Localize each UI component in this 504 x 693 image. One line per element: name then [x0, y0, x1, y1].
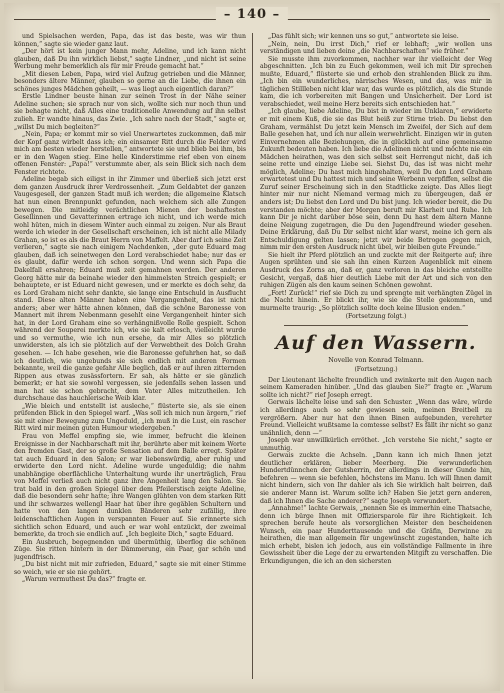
paragraph: Der Lieutenant lächelte freundlich und zwinkerte mit den Augen nach seinem Kameraden hinüber. „Und das glauben Sie?“ fragte er. „Warum sollte ich nicht?“ rief Joseph erregt. — [260, 376, 492, 399]
paragraph: „Annahme!“ lachte Gerwais, „nennen Sie es immerhin eine Thatsache, denn ich bürge Ihnen mit Offiziersparole für ihre Richtigkeit. Ich sprechen berufe heute als vorsorglichen Meister den bescheidenen Wunsch, ein paar Hunderttausende und die Gräfin, Derwinne zu heirathen, die man allgemein für ungewünscht zugestanden, halte ich mich erhebt, bislen ich jedoch, aus ein vollständige Fallmente in ihre Gewissheit über die Lege der zu erwartenden Mitgift zu verschaffen. Die Erkundigungen, die ich an den sichersten — [260, 505, 492, 565]
page-header — [14, 7, 490, 31]
paragraph: Gerwais zuckte die Achseln. „Dann kann ich mich Ihnen jetzt deutlicher erklären, lieber Meerberg. Die verwunderlichen Hundertdünnchen der Gutsherrin, der allerdings in dieser Gunde hin, befehren — wenn sie befehlen, höchstens im Manu. Ich will Ihnen damit nicht hindern, sich von Ihr dahler als ich Sie wirklich halt beirren, daß sie anderer Mann ist. Warum sollte ich? Haben Sie jetzt gern anderen, daß ich Ihnen die Sache anderer?“ sagte Joseph verwundert. — [260, 452, 492, 505]
paragraph: und Spielsachen werden, Papa, das ist das beste, was wir thun können,“ sagte sie wieder ganz laut. — [14, 33, 246, 48]
left-column — [14, 33, 246, 677]
paragraph: „Ich glaube, liebe Adeline, Du bist in wieder im Unklaren,“ erwiderte er mit einem Kuß, die sie das Blut heiß zur Stirne trieb. Du liebst den Graham, vermählst Du jetzt kein Mensch im Zweifel, der Sich auf dem Balle gesehen hat, und ich nur allein werwehrlicht. Einzigen wir in guten Einvernehmen alle Beziehungen, die in glücklich auf eine gemeinsame Zukunft bedeuten haben. Ich liebe die Adelinen nicht und möchte nie ein Mädchen heirathen, was den sich selbst seit Herrengut nicht, daß ich seine rette und einzige Liebe sei. Siehst Du, das ist was nicht mehr möglich, Adeline; Du hast mich hingehalten, weil Du den Lord Graham erwartetest und Du hattest mich und seine Werbenn verpfiffen, selbst die Zuruf seiner Erscheinung sich in den Stadtlicke zeigte. Das Alles liegt hinter mir nur nicht Niemand vermag mich zu übergeugen, daß er anders ist; Du liebst den Lord und Du bist jung. Ich wieder bereit, die Du verstanden möchte; aber der Morgen beruft mir Klarheit und Ruhe. Ich kann Dir je nicht darüber böse sein, denn Du hast dem ältern Manne deine Neigung zugetragen, die Du den Jugendfreund wieder gesehen. Deine Erklärung, daß Du Dir selbst nicht klar warst, meine ich gern als Entschuldigung gelten lassen; jetzt wir beide Betrogen gegen mich, nimm mir den ersten Ausdruck nicht übel, wir bleiben gute Freunde.“ — [260, 108, 492, 252]
right-column — [260, 33, 492, 677]
paragraph: Sie musste ihm zuvorkommen, nachher war ihr vielleicht der Weg abgeschnitten. „Ich bin zu Euch gekommen, weil ich mit Dir sprechen mußte, Eduard,“ flüsterte sie und erhob den strahlenden Blick zu ihm. „Ich bin ein wunderliches, närrisches Wesen, und das, was mir in täglichen Stillleben nicht klar war, das wurde es plötzlich, als die Stunde kam, die ich vorbereiten mit Bangen und Unsicherheit. Der Lord ist verabschiedet, weil meine Herz bereits sich entschieden hat.“ — [260, 55, 492, 108]
paragraph: „Warum vermuthest Du das?“ fragte er. — [22, 576, 147, 584]
paragraph: „Nein, Papa; er kommt mir so viel Unerwartetes zuckommen, daß mir der Kopf ganz wirbelt dass ich; ein einsamer Ritt durch die Felder wird mich am besten wieder herstellen,“ antwortete sie und blieb bei ihm, bis er in den Wagen stieg. Eine helle Kinderstimme rief eben von einem offenen Fenster: „Papa!“ verstummte aber, als sein Blick sich nach dem Fenster richtete. — [14, 131, 246, 176]
paragraph: „Der hört ist kein junger Mann mehr, Adeline, und ich kann nicht glauben, daß Du ihn wirklich liebst,“ sagte Lindner, „und nicht ist seine Werbung mehr bemerklich als für mir Freude gemacht hat.“ — [14, 48, 246, 71]
paragraph: Sie hielt ihr Pferd plötzlich an und zuckte mit der Reitgerte auf; ihre Augen sprühten und sie sah ihn einen Kurzen Augenblick mit einem Ausdruck des Zorns an, daß er, ganz verloren in das bleiche entstellte Gesicht, vergaß, daß hier deutlich Liebe mit der Art und sich von den ruhigen Zügen als den kaum seinen Schönen gewohnt. — [260, 251, 492, 290]
column-divider — [252, 33, 253, 679]
page-number: – 140 – — [216, 7, 288, 22]
paragraph: Joseph war unwillkürlich erröthet. „Ich verstehe Sie nicht,“ sagte er unmuthig. — [260, 437, 492, 452]
paragraph: „Fort! Zurück!“ rief sie Dich zu und sprengte mit verhängten Zügel in die Nacht hinein. Er blickt ihr, wie sie die Stelle gekommen, und murmelte traurig: „So plötzlich sollte doch keine Illusion enden.“ — [260, 289, 492, 312]
paragraph: Gerwais lächelte leise und sah den Schuster. „Wenn das wäre, würde ich allerdings auch so sehr gewiesen sein, meinen Breitbell zu vergrößern. Aber nur hat den ihnen Binen aufgebunden, verehrter Freund. Vielleicht wußtsame la comtesse selbst? Es fällt ihr nicht so ganz unähnlich, denn —“ — [260, 399, 492, 437]
paragraph: „Wie bleich und entstellt ist ausleche,“ flüsterte sie, als sie einen prüfenden Blick in den Spiegel warf. „Was soll ich mich nun ärgern,“ rief sie mit einer Bewegung zum Ungeduld, „ich muß in die Lust, ein rascher Ritt wird mir meinen guten Humour wiedergeben.“ — [14, 402, 246, 433]
paragraph: „Nein, nein, Du irrst Dich,“ rief er lebhaft; „wir wollen uns verständigen und lieben deine „die Nachbarschaften“ wie früher.“ — [260, 40, 492, 56]
story-title: Auf den Wassern. — [275, 331, 477, 354]
paragraph: Frau von Meffel empfing sie, wie immer, befrucht die kleinen Ereignisse in der Nachbarschaft mit ihr, berührte aber mit keinem Worte den fremden Gast, der so große Sensation auf dem Balle erregt. Später tat auch Eduard in den Salon; er war liebenswürdig, aber ruhig und erwiderte den Lord nicht. Adeline wurde ungeduldig; die nahm unabhängige oberflächliche Unterhaltung wurde ihr unerträglich, Frau von Meffel verließ auch nicht ganz ihre Angenheit lang den Salon. Sie trat bald in den großen Spiegel über dem Pfeilerstisch zeigte Adeline, daß die besondern sehr hatte; ihre Wangen glühten von dem starken Ritt und ihr schwarzes wellengl Haar hat über ihre gegäblen Schultern und hatte von den langen dunklen Bänderen sehr zufällig, ihre leidenschaftlichen Augen in verspannten Feuer auf. Sie erinnerte sich sichtlich schon Eduard, und auch er war wohl entzückt, der zweimal bemerkte, da troch sie endlich auf. „Ich begleite Dich,“ sagte Eduard. — [14, 432, 246, 539]
story-author: Novelle von Konrad Telmann. — [328, 355, 424, 364]
story-note: (Fortsetzung.) — [354, 365, 398, 373]
continuation-note: (Fortsetzung folgt.) — [345, 313, 407, 321]
paragraph: „Du bist nicht mit mir zufrieden, Eduard,“ sagte sie mit einer Stimme so weich, wie er sie nie gehört. — [14, 561, 246, 576]
paragraph: „Das fühlt sich; wir kennen uns so gut,“ antwortete sie leise. — [268, 33, 459, 40]
paragraph: Adeline begab sich eiligst in ihr Zimmer und überließ sich jetzt erst dem ganzen Ausdruck ihrer Verdrossenheit. „Zum Geldabtet der ganzen Vaugesgesell, der ganzen Stadt muß ich werden; die allgemeine Klatsch hat nun einen Brennpunkt gefunden, nach welchem sich alle Zungen bewegen. Die mitleidig verächtlichen Mienen der boshaftesten Gesellinnen und Gevatterinnen ertrage ich nicht, und ich werde mich wohl hüten, mich in diesem Winter auch einmal zu zeigen. Nur als Braut werde ich wieder in der Gesellschaft erscheinen, ich ist nicht alle Milady Grahan, so ist es als die Braut Herrn von Maffelt. Aber darf ich seine Zeit verlieren,“ sagte sie nach einigem Nachdenken, „der gute Eduard mag glauben, daß ich seinetwegen den Lord verabschiedet habe; nur das er es glaubt, dafür werde ich schon sorgen. Und wenn sich Papa die Dakelfall ersahren; Eduard muß zeit gemahnen werden. Der anderen Georg hätte mir da beinahe wieder den himmelsten Streich gespielt; er behauptete, er ist Eduard nicht gewesen, und er merkte es doch sehr, da es Lord Graham nicht sehr dankte, sie lange eine Entschuld in Ausflucht stand. Diese alten Männer haben eine Vergangenheit, das ist nicht anders; aber wer hätte ahnen können, daß die schöne Baronesse von Mannert mit ihrem Nebenmann gesehlt eine Vergangenheit hinter sich hat, in der Lord Graham eine so verhängnißvolle Rolle gespielt. Schon während der Souperei merkte ich, wie sie kalt erlosch, vielleicht wurde und so vermuthe, wie ich nun ersehe, da mir Alles so plötzlich unwidersten, als ich sie plötzlich auf der Verwebtheit des Dolch Grahn gesehen. — Ich habe gesehen, wie die Baronesse gefuhrhen hat, so daß ich deutlich, wie ungebunds sie sich endlich mit anderen Formen bekannte, weil die ganze gefahr Alle beglich, daß er auf ihren zitternden Rippen aus etwas zusässfortern. Er sah, als hätte er sie gänzlich bemerkt; er hat sie sowohl vergessen, sie jedenfalls sehen lassen und man hat sie schon gebracht, dem Vater Alles mitzutheilen. Ich durchschaue das hauchlerische Weib klar. — [14, 176, 246, 403]
paragraph: „Mit diesen Leben, Papa, wird viel Aufzug getrieben und die Männer, besonders ältere Männer, glauben so gerne an die Liebe, die ihnen ein schönes junges Mädchen geheilt, — was liegt auch eigentlich daran?“ — [14, 70, 246, 93]
newspaper-page — [4, 3, 500, 691]
section-divider — [284, 325, 468, 326]
paragraph: Ein Ausbruch, begegnenden und übermüthig, überflog die schönen Züge. Sie ritten hintern in der Dämmerung, ein Paar, gar schön und jugendfrisch. — [14, 538, 246, 561]
paragraph: Erstle Lindner beuste hinan zur seinen Trost in der Nähe seiner Adeline suchen; sie sprach nur von sich, wollte sich nur noch thun und sie behagte nicht, daß Alles eine traditionelle Anwendung auf ihn selbst zulieh. Er wandte hinaus, das Zwie. „Ich sahre nach der Stadt,“ sagte er, „willst Du mich begleiten?“ — [14, 93, 246, 131]
